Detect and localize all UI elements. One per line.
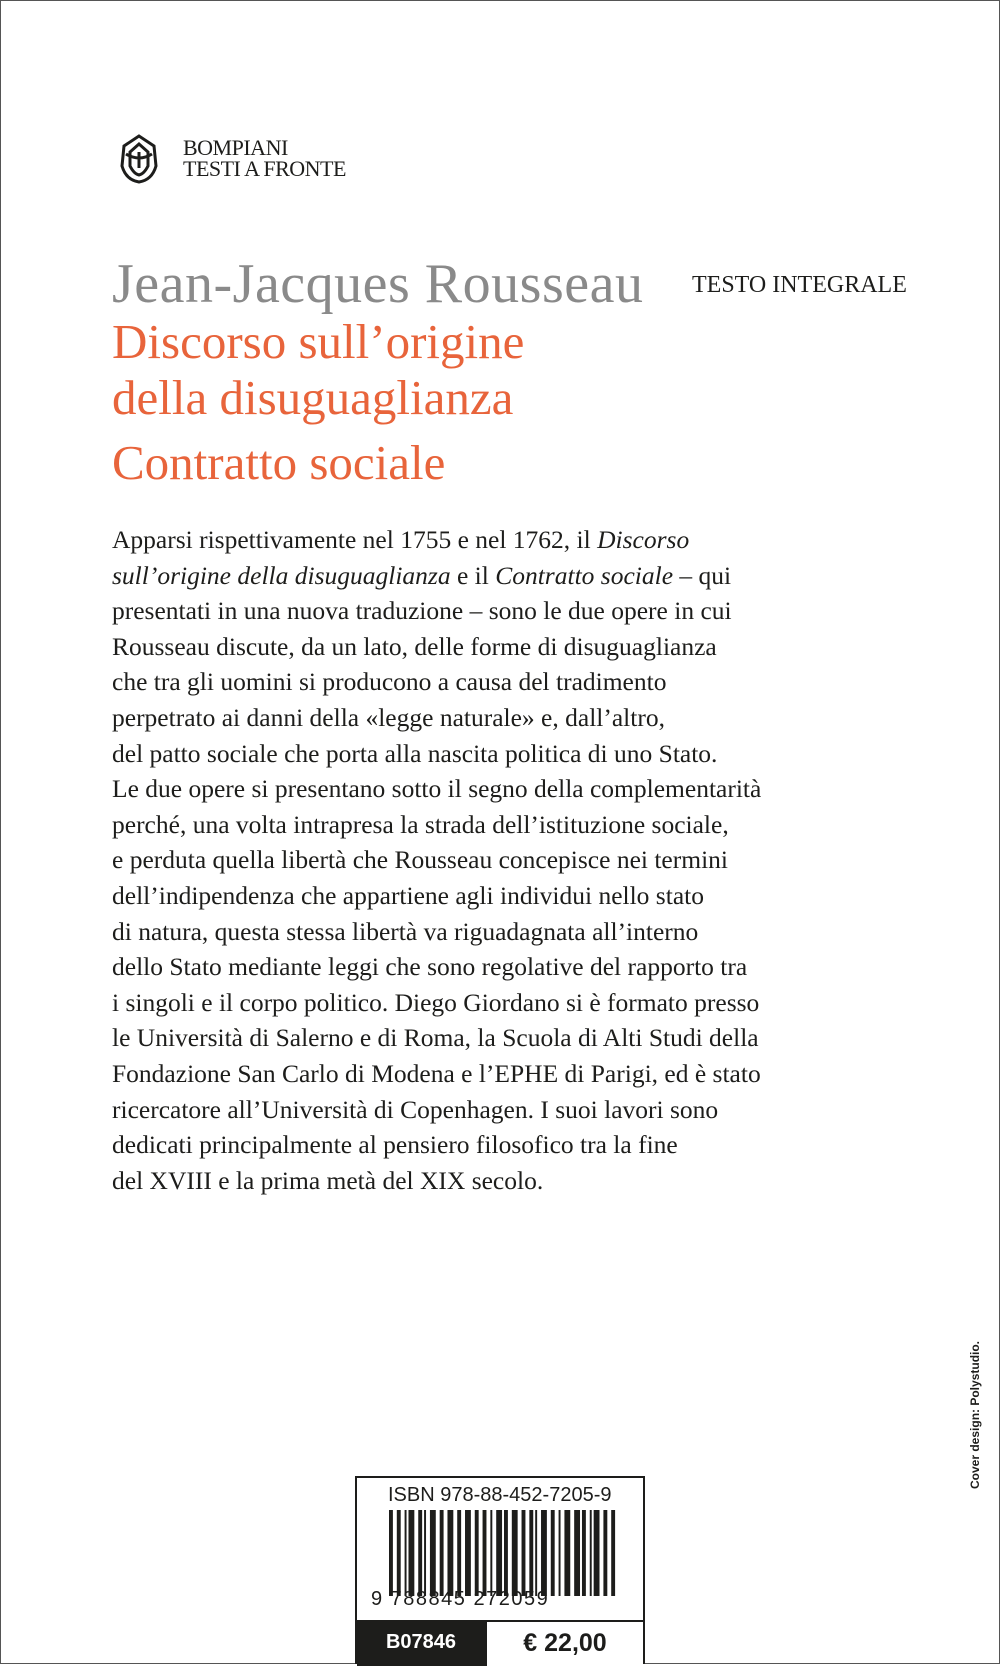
description-run: del patto sociale che porta alla nascita politica di uno Stato. — [112, 738, 718, 768]
description-line — [112, 985, 922, 1021]
description-run: presentati in una nuova traduzione – sono le due opere in cui — [112, 596, 732, 626]
barcode-bar — [418, 1510, 422, 1596]
barcode-bar — [447, 1510, 453, 1596]
publisher-name — [183, 137, 346, 179]
barcode-bar — [603, 1510, 607, 1596]
barcode-bar — [457, 1510, 461, 1596]
barcode-bar — [490, 1510, 492, 1596]
author-name: Jean-Jacques Rousseau — [112, 253, 644, 315]
barcode-bar — [541, 1510, 547, 1596]
barcode-bar — [611, 1510, 615, 1596]
description-run: Apparsi rispettivamente nel 1755 e nel 1762, il — [112, 525, 598, 554]
price-row — [357, 1620, 643, 1666]
description-run: Rousseau discute, da un lato, delle forme di disuguaglianza — [112, 631, 717, 661]
cover-credit: Cover design: Polystudio. — [968, 1340, 982, 1489]
description-line — [112, 1127, 922, 1163]
barcode-bar — [559, 1510, 561, 1596]
publisher-line-1: BOMPIANI — [183, 135, 288, 160]
barcode-bars — [389, 1510, 619, 1596]
description-line — [112, 842, 922, 878]
description-run: perché, una volta intrapresa la strada dell’istituzione sociale, — [112, 809, 729, 839]
barcode-bar — [504, 1510, 508, 1596]
description-line — [112, 1163, 922, 1199]
barcode-panel — [355, 1476, 645, 1664]
barcode-bar — [594, 1510, 600, 1596]
barcode-bar — [465, 1510, 471, 1596]
description-line — [112, 736, 922, 772]
barcode-bar — [430, 1510, 436, 1596]
description-line — [112, 771, 922, 807]
barcode-bar — [408, 1510, 414, 1596]
barcode-bar — [512, 1510, 518, 1596]
description-line — [112, 700, 922, 736]
description-line — [112, 558, 922, 594]
book-description — [112, 522, 922, 1198]
barcode-bar — [397, 1510, 401, 1596]
description-line — [112, 593, 922, 629]
barcode-bar — [475, 1510, 479, 1596]
barcode-bar — [389, 1510, 393, 1596]
barcode-bar — [496, 1510, 502, 1596]
description-run: di natura, questa stessa libertà va riguadagnata all’interno — [112, 916, 699, 946]
description-line — [112, 522, 922, 558]
barcode-bar — [522, 1510, 526, 1596]
description-run: dello Stato mediante leggi che sono regolative del rapporto tra — [112, 952, 748, 982]
barcode-bar — [424, 1510, 426, 1596]
barcode-bar — [574, 1510, 580, 1596]
bompiani-logo-icon — [112, 132, 166, 186]
title-line-1: Discorso sull’origine — [112, 314, 525, 369]
description-run: e il — [450, 560, 496, 590]
description-line — [112, 1092, 922, 1128]
barcode-bar — [564, 1510, 570, 1596]
description-italic-run: Contratto sociale — [495, 560, 674, 590]
description-line — [112, 807, 922, 843]
description-line — [112, 1020, 922, 1056]
description-line — [112, 878, 922, 914]
ean-digits: 9 788845 272059 — [371, 1588, 550, 1610]
description-run: ricercatore all’Università di Copenhagen. I suoi lavori sono — [112, 1094, 719, 1124]
description-line — [112, 949, 922, 985]
barcode-bar — [582, 1510, 586, 1596]
description-run: – qui — [673, 560, 732, 590]
edition-note: TESTO INTEGRALE — [692, 272, 907, 298]
description-italic-run: sull’origine della disuguaglianza — [112, 560, 451, 590]
product-code: B07846 — [357, 1622, 485, 1666]
description-run: dell’indipendenza che appartiene agli individui nello stato — [112, 880, 704, 910]
title-line-2: della disuguaglianza — [112, 370, 514, 425]
description-run: che tra gli uomini si producono a causa del tradimento — [112, 667, 667, 697]
barcode-bar — [535, 1510, 537, 1596]
description-line — [112, 1056, 922, 1092]
description-run: perpetrato ai danni della «legge naturale» e, dall’altro, — [112, 702, 665, 732]
barcode-bar — [405, 1510, 407, 1596]
isbn-text: ISBN 978-88-452-7205-9 — [388, 1484, 612, 1506]
description-run: le Università di Salerno e di Roma, la Scuola di Alti Studi della — [112, 1023, 759, 1053]
description-run: e perduta quella libertà che Rousseau concepisce nei termini — [112, 845, 728, 875]
description-run: dedicati principalmente al pensiero filosofico tra la fine — [112, 1130, 678, 1160]
description-line — [112, 914, 922, 950]
publisher-line-2: TESTI A FRONTE — [183, 156, 346, 181]
description-line — [112, 629, 922, 665]
barcode-bar — [440, 1510, 444, 1596]
price: € 22,00 — [485, 1622, 643, 1666]
description-run: i singoli e il corpo politico. Diego Giordano si è formato presso — [112, 987, 760, 1017]
description-run: Fondazione San Carlo di Modena e l’EPHE di Parigi, ed è stato — [112, 1058, 761, 1088]
description-run: del XVIII e la prima metà del XIX secolo. — [112, 1165, 544, 1195]
barcode-bar — [590, 1510, 592, 1596]
description-line — [112, 664, 922, 700]
title-line-3: Contratto sociale — [112, 435, 446, 490]
description-italic-run: Discorso — [597, 525, 690, 554]
barcode-bar — [483, 1510, 487, 1596]
barcode-bar — [529, 1510, 533, 1596]
barcode-bar — [551, 1510, 555, 1596]
description-run: Le due opere si presentano sotto il segno della complementarità — [112, 774, 762, 804]
